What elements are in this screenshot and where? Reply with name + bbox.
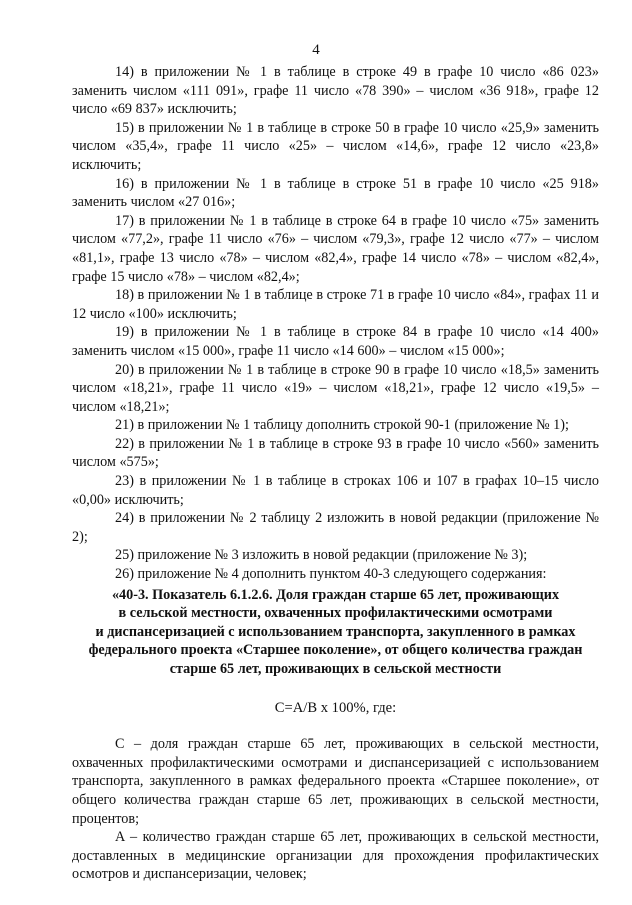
heading-line: в сельской местности, охваченных профилактическими осмотрами xyxy=(118,605,553,622)
list-item-24: 24) в приложении № 2 таблицу 2 изложить в новой редакции (приложение № 2); xyxy=(72,510,599,545)
definition-a: A – количество граждан старше 65 лет, проживающих в сельской местности, доставленных в медицинские организации для прохождения профилактических осмотров и диспансеризации, человек; xyxy=(72,829,599,883)
document-body xyxy=(72,63,599,884)
list-item-19: 19) в приложении № 1 в таблице в строке 84 в графе 10 число «14 400» заменить числом «15 000», графе 11 число «14 600» – числом «15 000»; xyxy=(72,324,599,359)
heading-line: старше 65 лет, проживающих в сельской местности xyxy=(169,661,502,677)
list-item-22: 22) в приложении № 1 в таблице в строке 93 в графе 10 число «560» заменить числом «575»; xyxy=(72,435,599,471)
list-item-21: 21) в приложении № 1 таблицу дополнить строкой 90-1 (приложение № 1); xyxy=(115,417,569,434)
list-item-14: 14) в приложении № 1 в таблице в строке 49 в графе 10 число «86 023» заменить числом «111 091», графе 11 число «78 390» – числом «36 918», графе 12 число «69 837» исключить; xyxy=(72,64,599,118)
list-item-17: 17) в приложении № 1 в таблице в строке 64 в графе 10 число «75» заменить числом «77,2», графе 11 число «76» – числом «79,3», графе 12 число «77» – числом «81,1», графе 13 число «78» – числом «82,4», графе 14 число «78» – числом «82,4», графе 15 число «78» – числом «82,4»; xyxy=(72,212,599,285)
indicator-heading xyxy=(72,586,599,679)
list-item-25: 25) приложение № 3 изложить в новой редакции (приложение № 3); xyxy=(115,547,528,564)
list-item-26: 26) приложение № 4 дополнить пунктом 40-3 следующего содержания: xyxy=(115,566,547,583)
list-item-16: 16) в приложении № 1 в таблице в строке 51 в графе 10 число «25 918» заменить числом «27 016»; xyxy=(72,175,599,211)
list-item-20: 20) в приложении № 1 в таблице в строке 90 в графе 10 число «18,5» заменить числом «18,21», графе 11 число «19» – числом «18,21», графе 12 число «19,5» – числом «18,21»; xyxy=(72,361,599,415)
list-item-18: 18) в приложении № 1 в таблице в строке 71 в графе 10 число «84», графах 11 и 12 число «100» исключить; xyxy=(72,287,599,322)
list-item-15: 15) в приложении № 1 в таблице в строке 50 в графе 10 число «25,9» заменить числом «35,4», графе 11 число «25» – числом «14,6», графе 12 число «23,8» исключить; xyxy=(72,119,599,173)
heading-line: федерального проекта «Старшее поколение», от общего количества граждан xyxy=(88,642,583,659)
page-number: 4 xyxy=(312,42,320,58)
list-item-23: 23) в приложении № 1 в таблице в строках 106 и 107 в графах 10–15 число «0,00» исключить; xyxy=(72,473,599,508)
formula: C=A/B x 100%, где: xyxy=(274,699,397,716)
heading-line: и диспансеризацией с использованием транспорта, закупленного в рамках xyxy=(95,623,576,640)
heading-line: «40-3. Показатель 6.1.2.6. Доля граждан старше 65 лет, проживающих xyxy=(111,586,560,603)
definition-c: C – доля граждан старше 65 лет, проживающих в сельской местности, охваченных профилактическими осмотрами и диспансеризацией с использованием транспорта, закупленного в рамках федерального проекта «Старшее поколение», от общего количества граждан старше 65 лет, проживающих в сельской местности, процентов; xyxy=(72,736,599,827)
